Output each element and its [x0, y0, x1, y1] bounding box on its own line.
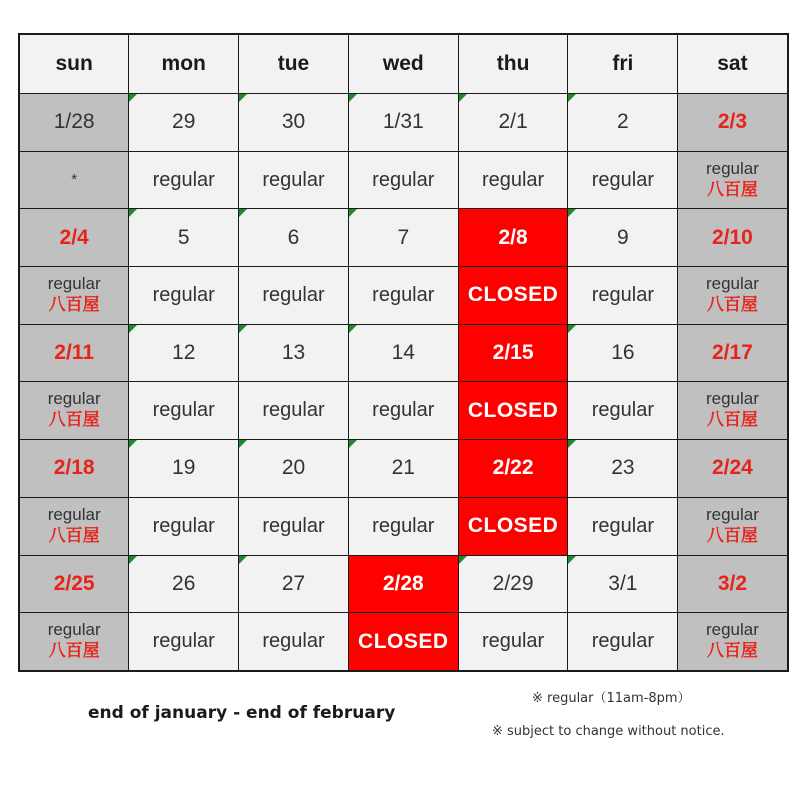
date-cell-mon — [129, 440, 239, 498]
date-cell-sun — [19, 440, 129, 498]
status-cell-mon — [129, 613, 239, 671]
date-label: 6 — [287, 225, 300, 249]
date-label: 1/28 — [53, 110, 95, 134]
greengrocer-label: 八百屋 — [706, 179, 758, 199]
status-label: regular — [591, 514, 655, 537]
status-label: regular — [152, 399, 215, 422]
date-cell-fri — [568, 94, 678, 152]
date-label: 2/8 — [498, 225, 528, 249]
greengrocer-label: 八百屋 — [48, 410, 100, 430]
closed-label: CLOSED — [467, 514, 559, 538]
status-cell-mon — [129, 382, 239, 440]
weekday-header-thu: thu — [458, 34, 568, 94]
status-label: regular — [372, 399, 435, 422]
corner-marker-icon — [129, 94, 137, 102]
date-label: 21 — [391, 456, 415, 480]
date-cell-sun — [19, 324, 129, 382]
corner-marker-icon — [459, 94, 467, 102]
greengrocer-label: 八百屋 — [48, 641, 100, 661]
greengrocer-label: 八百屋 — [706, 294, 758, 314]
closed-label: CLOSED — [358, 629, 449, 653]
status-label: regular — [47, 620, 101, 640]
status-label: regular — [262, 168, 325, 191]
date-row — [19, 440, 788, 498]
date-label: 3/2 — [717, 571, 748, 595]
corner-marker-icon — [459, 556, 467, 564]
status-label: regular — [262, 399, 325, 422]
date-label: 2/28 — [382, 571, 424, 595]
status-cell-mon — [129, 151, 239, 209]
date-cell-sun — [19, 94, 129, 152]
corner-marker-icon — [568, 94, 576, 102]
date-cell-tue — [239, 440, 349, 498]
date-label: 2/17 — [711, 341, 753, 365]
status-row — [19, 613, 788, 671]
status-label: regular — [47, 504, 101, 524]
status-label: regular — [481, 168, 545, 191]
status-cell-tue — [239, 497, 349, 555]
status-cell-mon — [129, 497, 239, 555]
corner-marker-icon — [568, 209, 576, 217]
status-cell-sat — [678, 151, 788, 209]
date-cell-sun — [19, 209, 129, 267]
status-label: regular — [705, 273, 759, 293]
status-cell-wed — [348, 267, 458, 325]
date-label: 2/15 — [492, 341, 534, 365]
status-label: regular — [481, 630, 545, 653]
status-cell-fri — [568, 497, 678, 555]
corner-marker-icon — [129, 556, 137, 564]
corner-marker-icon — [239, 556, 247, 564]
greengrocer-label: 八百屋 — [706, 641, 758, 661]
greengrocer-label: 八百屋 — [48, 294, 100, 314]
status-label: regular — [262, 514, 325, 537]
date-cell-tue — [239, 209, 349, 267]
weekday-header-row — [19, 34, 788, 94]
status-label: regular — [152, 168, 215, 191]
date-cell-sat — [678, 324, 788, 382]
status-row — [19, 151, 788, 209]
closed-label: CLOSED — [467, 283, 559, 307]
date-label: 2/18 — [53, 456, 95, 480]
weekday-header-mon: mon — [129, 34, 239, 94]
corner-marker-icon — [129, 325, 137, 333]
weekday-header-wed: wed — [348, 34, 458, 94]
date-label: 14 — [391, 341, 415, 365]
status-label: regular — [152, 283, 215, 306]
date-cell-sun — [19, 555, 129, 613]
date-label: 16 — [611, 341, 635, 365]
date-cell-tue — [239, 324, 349, 382]
corner-marker-icon — [349, 325, 357, 333]
date-cell-thu — [458, 94, 568, 152]
status-cell-fri — [568, 267, 678, 325]
date-cell-thu — [458, 440, 568, 498]
date-cell-sat — [678, 94, 788, 152]
status-label: regular — [47, 389, 101, 409]
date-label: 20 — [281, 456, 306, 480]
status-cell-tue — [239, 382, 349, 440]
date-cell-mon — [129, 94, 239, 152]
status-cell-wed — [348, 151, 458, 209]
status-cell-sun — [19, 267, 129, 325]
corner-marker-icon — [239, 209, 247, 217]
weekday-header-sun: sun — [19, 34, 129, 94]
status-cell-tue — [239, 267, 349, 325]
corner-marker-icon — [349, 209, 357, 217]
status-label: regular — [705, 158, 759, 178]
date-cell-sat — [678, 440, 788, 498]
date-label: 5 — [177, 225, 190, 249]
status-label: regular — [591, 283, 655, 306]
date-label: 1/31 — [382, 110, 424, 134]
date-cell-thu — [458, 555, 568, 613]
date-cell-wed — [348, 555, 458, 613]
date-label: 2/3 — [717, 110, 748, 134]
date-cell-mon — [129, 324, 239, 382]
status-label: regular — [152, 514, 215, 537]
status-cell-thu — [458, 267, 568, 325]
date-label: 29 — [172, 110, 196, 134]
date-label: 2/1 — [498, 110, 528, 134]
status-label: regular — [262, 630, 325, 653]
corner-marker-icon — [349, 440, 357, 448]
date-cell-sat — [678, 209, 788, 267]
corner-marker-icon — [239, 440, 247, 448]
status-label: * — [71, 171, 78, 189]
status-row — [19, 497, 788, 555]
status-cell-sun — [19, 613, 129, 671]
status-cell-sun — [19, 151, 129, 209]
date-label: 27 — [281, 571, 306, 595]
weekday-header-sat: sat — [678, 34, 788, 94]
status-cell-wed — [348, 382, 458, 440]
status-cell-thu — [458, 613, 568, 671]
status-row — [19, 382, 788, 440]
weekday-header-tue: tue — [239, 34, 349, 94]
date-label: 26 — [172, 571, 196, 595]
closed-label: CLOSED — [467, 398, 559, 422]
date-label: 9 — [617, 225, 629, 249]
date-row — [19, 209, 788, 267]
status-cell-mon — [129, 267, 239, 325]
status-cell-sat — [678, 267, 788, 325]
date-label: 2/25 — [53, 571, 95, 595]
date-cell-thu — [458, 324, 568, 382]
status-cell-fri — [568, 151, 678, 209]
status-cell-sat — [678, 497, 788, 555]
date-label: 2/11 — [54, 341, 94, 365]
date-cell-fri — [568, 324, 678, 382]
status-cell-sun — [19, 382, 129, 440]
change-notice-note: ※ subject to change without notice. — [492, 724, 725, 739]
date-label: 3/1 — [608, 571, 638, 595]
status-cell-sat — [678, 613, 788, 671]
status-label: regular — [152, 630, 215, 653]
schedule-calendar — [18, 33, 789, 672]
status-label: regular — [47, 273, 101, 293]
date-label: 2/22 — [492, 456, 534, 480]
corner-marker-icon — [568, 556, 576, 564]
date-cell-sat — [678, 555, 788, 613]
date-cell-wed — [348, 209, 458, 267]
date-row — [19, 324, 788, 382]
date-label: 2/29 — [492, 571, 534, 595]
weekday-header-fri: fri — [568, 34, 678, 94]
corner-marker-icon — [129, 440, 137, 448]
status-label: regular — [372, 283, 435, 306]
status-row — [19, 267, 788, 325]
date-label: 2/24 — [711, 456, 753, 480]
corner-marker-icon — [239, 94, 247, 102]
date-cell-fri — [568, 555, 678, 613]
date-cell-wed — [348, 440, 458, 498]
date-cell-thu — [458, 209, 568, 267]
status-cell-fri — [568, 382, 678, 440]
greengrocer-label: 八百屋 — [706, 410, 758, 430]
greengrocer-label: 八百屋 — [706, 525, 758, 545]
corner-marker-icon — [129, 209, 137, 217]
status-label: regular — [262, 283, 325, 306]
status-label: regular — [591, 630, 655, 653]
date-label: 2/10 — [711, 225, 753, 249]
date-cell-wed — [348, 324, 458, 382]
status-cell-wed — [348, 497, 458, 555]
status-label: regular — [591, 168, 655, 191]
greengrocer-label: 八百屋 — [48, 525, 100, 545]
date-label: 7 — [397, 225, 410, 249]
corner-marker-icon — [568, 440, 576, 448]
regular-hours-note: ※ regular（11am-8pm） — [532, 691, 691, 706]
schedule-period-caption: end of january - end of february — [88, 703, 396, 723]
date-cell-wed — [348, 94, 458, 152]
date-label: 30 — [281, 110, 306, 134]
status-cell-fri — [568, 613, 678, 671]
status-cell-thu — [458, 151, 568, 209]
date-row — [19, 555, 788, 613]
corner-marker-icon — [239, 325, 247, 333]
date-cell-tue — [239, 555, 349, 613]
status-cell-sat — [678, 382, 788, 440]
date-cell-fri — [568, 440, 678, 498]
status-cell-tue — [239, 151, 349, 209]
date-cell-mon — [129, 555, 239, 613]
status-label: regular — [705, 389, 759, 409]
date-label: 12 — [172, 341, 196, 365]
date-label: 23 — [611, 456, 635, 480]
status-cell-thu — [458, 382, 568, 440]
status-label: regular — [372, 514, 435, 537]
corner-marker-icon — [349, 94, 357, 102]
date-cell-mon — [129, 209, 239, 267]
date-label: 2 — [617, 110, 629, 134]
status-cell-wed — [348, 613, 458, 671]
date-label: 2/4 — [59, 225, 89, 249]
date-row — [19, 94, 788, 152]
status-label: regular — [372, 168, 435, 191]
date-cell-fri — [568, 209, 678, 267]
date-label: 13 — [281, 341, 306, 365]
corner-marker-icon — [568, 325, 576, 333]
status-label: regular — [705, 620, 759, 640]
status-cell-tue — [239, 613, 349, 671]
status-label: regular — [705, 504, 759, 524]
date-cell-tue — [239, 94, 349, 152]
status-cell-sun — [19, 497, 129, 555]
status-cell-thu — [458, 497, 568, 555]
status-label: regular — [591, 399, 655, 422]
date-label: 19 — [172, 456, 196, 480]
